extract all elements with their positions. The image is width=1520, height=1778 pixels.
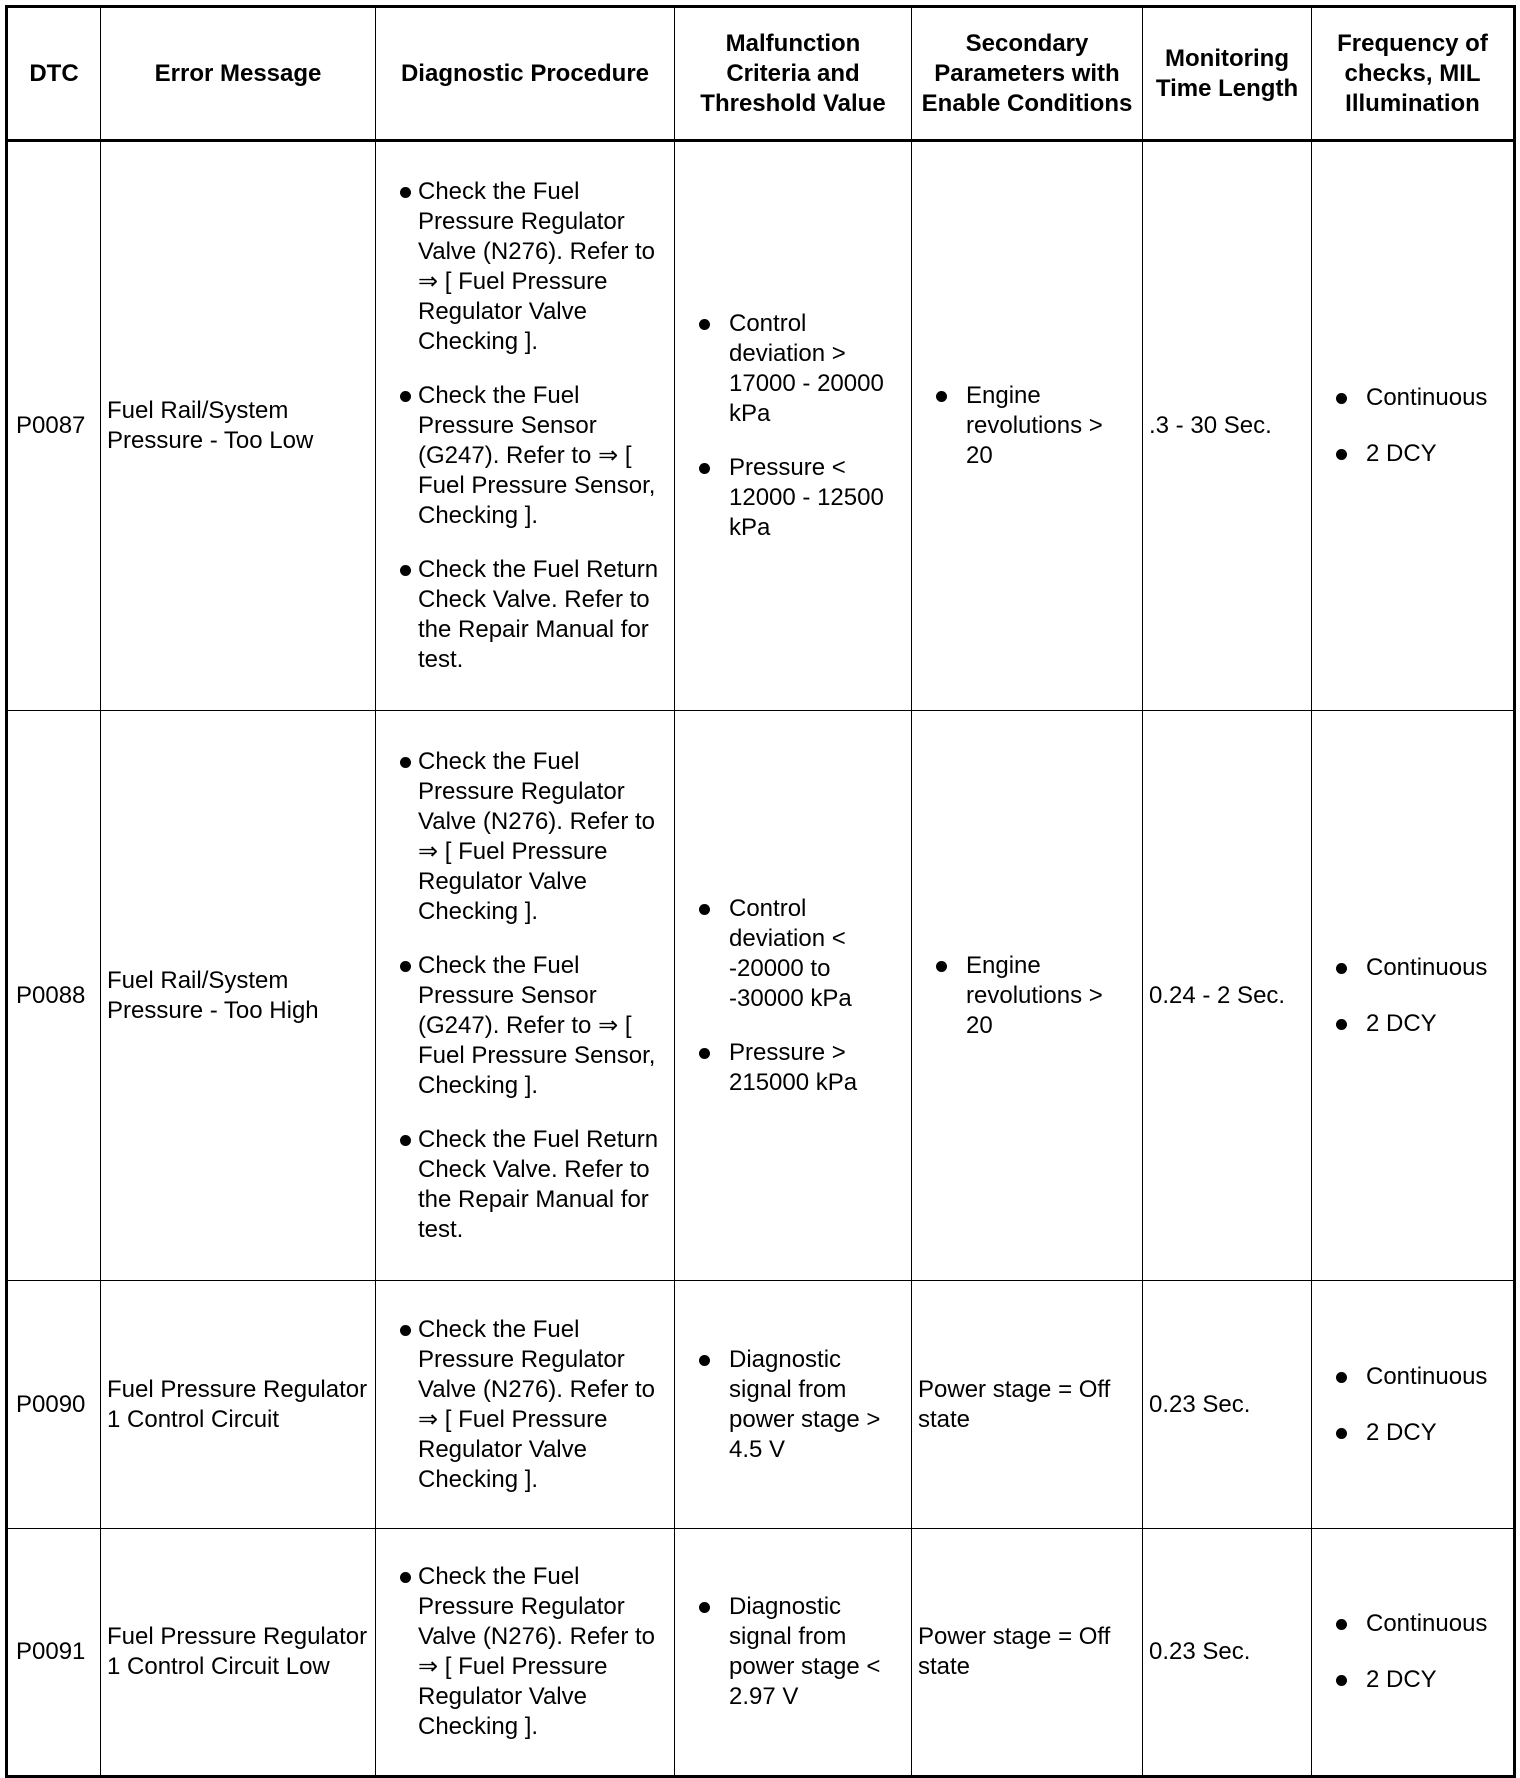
malfunction-criteria (675, 1281, 912, 1529)
frequency-list (1318, 1362, 1507, 1448)
secondary-item: Engine revolutions > 20 (918, 951, 1136, 1041)
table-row (7, 1281, 1515, 1529)
frequency-list (1318, 953, 1507, 1039)
frequency-item: 2 DCY (1318, 1009, 1507, 1039)
error-message: Fuel Pressure Regulator 1 Control Circuit Low (101, 1529, 376, 1777)
procedure-step: Check the Fuel Pressure Regulator Valve (N276). Refer to ⇒ [ Fuel Pressure Regulator Valve Checking ]. (382, 177, 668, 357)
frequency-item: 2 DCY (1318, 1418, 1507, 1448)
frequency (1312, 711, 1515, 1281)
secondary-parameters: Power stage = Off state (912, 1281, 1143, 1529)
malfunction-criteria (675, 141, 912, 711)
dtc-code: P0091 (7, 1529, 101, 1777)
error-message: Fuel Rail/System Pressure - Too Low (101, 141, 376, 711)
table-row (7, 1529, 1515, 1777)
frequency (1312, 1529, 1515, 1777)
frequency-item: Continuous (1318, 953, 1507, 983)
procedure-step: Check the Fuel Pressure Regulator Valve (N276). Refer to ⇒ [ Fuel Pressure Regulator Valve Checking ]. (382, 1562, 668, 1742)
criteria-item: Pressure > 215000 kPa (681, 1038, 905, 1098)
secondary-item: Engine revolutions > 20 (918, 381, 1136, 471)
diagnostic-procedure (376, 711, 675, 1281)
criteria-list (681, 1592, 905, 1712)
frequency-item: Continuous (1318, 1362, 1507, 1392)
frequency-item: 2 DCY (1318, 439, 1507, 469)
diagnostic-procedure (376, 1281, 675, 1529)
diagnostic-procedure (376, 1529, 675, 1777)
header-monitoring-time: Monitoring Time Length (1143, 7, 1312, 141)
criteria-list (681, 894, 905, 1098)
monitoring-time: 0.23 Sec. (1143, 1281, 1312, 1529)
header-malfunction-criteria: Malfunction Criteria and Threshold Value (675, 7, 912, 141)
error-message: Fuel Rail/System Pressure - Too High (101, 711, 376, 1281)
frequency (1312, 141, 1515, 711)
malfunction-criteria (675, 711, 912, 1281)
monitoring-time: 0.24 - 2 Sec. (1143, 711, 1312, 1281)
malfunction-criteria (675, 1529, 912, 1777)
secondary-parameters (912, 141, 1143, 711)
frequency-item: Continuous (1318, 383, 1507, 413)
frequency (1312, 1281, 1515, 1529)
criteria-list (681, 1345, 905, 1465)
diagnostic-procedure (376, 141, 675, 711)
secondary-list (918, 381, 1136, 471)
table-row (7, 711, 1515, 1281)
header-dtc: DTC (7, 7, 101, 141)
frequency-item: Continuous (1318, 1609, 1507, 1639)
header-frequency: Frequency of checks, MIL Illumination (1312, 7, 1515, 141)
criteria-item: Pressure < 12000 - 12500 kPa (681, 453, 905, 543)
criteria-item: Diagnostic signal from power stage < 2.97 V (681, 1592, 905, 1712)
procedure-step: Check the Fuel Return Check Valve. Refer to the Repair Manual for test. (382, 555, 668, 675)
procedure-list (382, 177, 668, 675)
criteria-item: Diagnostic signal from power stage > 4.5 V (681, 1345, 905, 1465)
dtc-code: P0087 (7, 141, 101, 711)
frequency-list (1318, 383, 1507, 469)
procedure-step: Check the Fuel Pressure Regulator Valve (N276). Refer to ⇒ [ Fuel Pressure Regulator Valve Checking ]. (382, 747, 668, 927)
procedure-step: Check the Fuel Pressure Sensor (G247). Refer to ⇒ [ Fuel Pressure Sensor, Checking ]. (382, 381, 668, 531)
dtc-code: P0090 (7, 1281, 101, 1529)
error-message: Fuel Pressure Regulator 1 Control Circuit (101, 1281, 376, 1529)
procedure-list (382, 1562, 668, 1742)
frequency-list (1318, 1609, 1507, 1695)
dtc-code: P0088 (7, 711, 101, 1281)
header-row (7, 7, 1515, 141)
procedure-list (382, 1315, 668, 1495)
frequency-item: 2 DCY (1318, 1665, 1507, 1695)
procedure-step: Check the Fuel Return Check Valve. Refer to the Repair Manual for test. (382, 1125, 668, 1245)
secondary-parameters (912, 711, 1143, 1281)
monitoring-time: .3 - 30 Sec. (1143, 141, 1312, 711)
secondary-list (918, 951, 1136, 1041)
header-error-message: Error Message (101, 7, 376, 141)
procedure-step: Check the Fuel Pressure Regulator Valve (N276). Refer to ⇒ [ Fuel Pressure Regulator Valve Checking ]. (382, 1315, 668, 1495)
table-row (7, 141, 1515, 711)
dtc-table (5, 5, 1516, 1778)
criteria-item: Control deviation > 17000 - 20000 kPa (681, 309, 905, 429)
procedure-list (382, 747, 668, 1245)
header-diagnostic-procedure: Diagnostic Procedure (376, 7, 675, 141)
criteria-list (681, 309, 905, 543)
monitoring-time: 0.23 Sec. (1143, 1529, 1312, 1777)
criteria-item: Control deviation < -20000 to -30000 kPa (681, 894, 905, 1014)
secondary-parameters: Power stage = Off state (912, 1529, 1143, 1777)
procedure-step: Check the Fuel Pressure Sensor (G247). Refer to ⇒ [ Fuel Pressure Sensor, Checking ]. (382, 951, 668, 1101)
header-secondary-parameters: Secondary Parameters with Enable Conditions (912, 7, 1143, 141)
